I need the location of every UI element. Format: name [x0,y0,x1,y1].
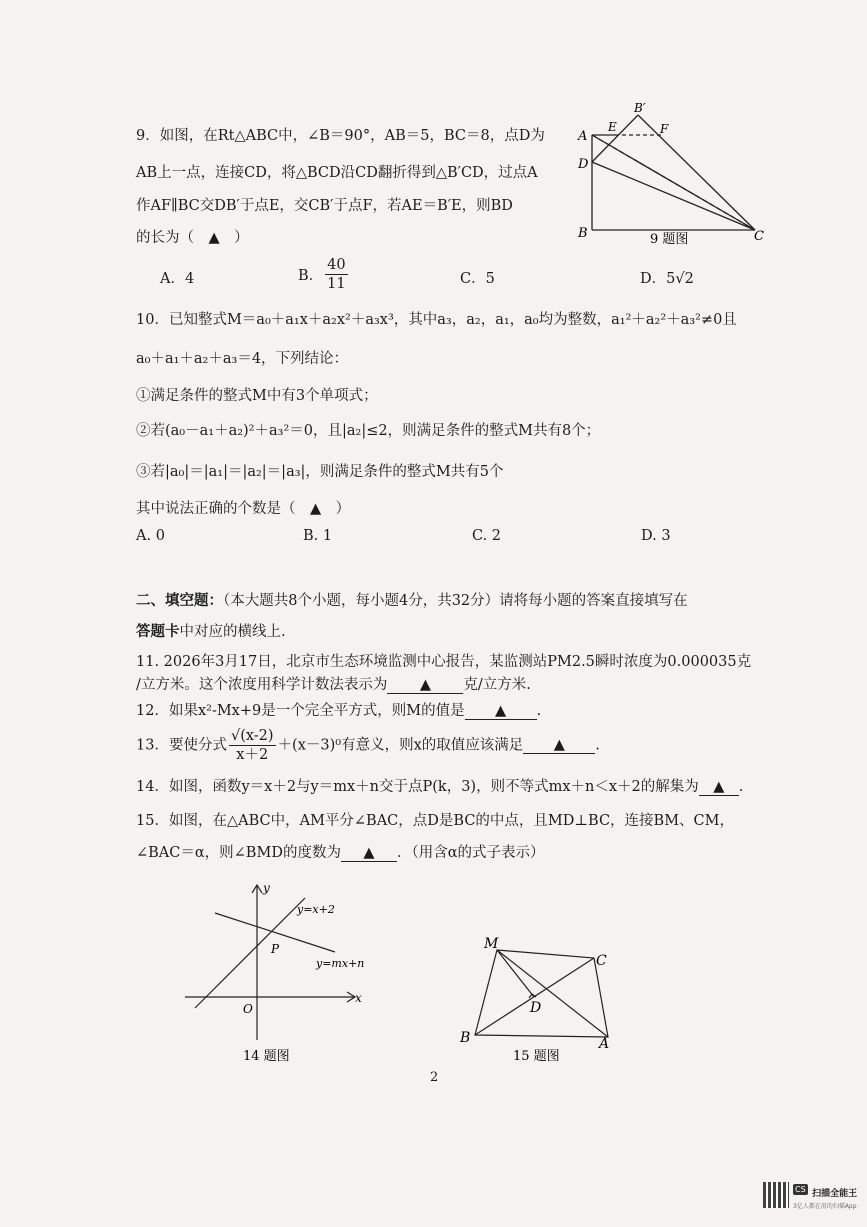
q13-denominator: x＋2 [236,747,269,763]
q10-option-a: A. 0 [136,528,165,544]
q9-line-1: 9．如图，在Rt△ABC中，∠B＝90°，AB＝5，BC＝8，点D为 [136,128,545,144]
fig15-label-b: B [460,1030,471,1046]
figure-14 [185,880,375,1070]
section-2-header [136,591,688,611]
section-2-header-line-2 [136,622,286,642]
q11-line-2 [136,675,531,695]
qr-code-icon [763,1182,789,1208]
q15-note: ．（用含α的式子表示） [396,845,545,861]
figure-15 [455,930,625,1070]
fig14-line-y-x-plus-2 [195,898,305,1008]
q9-option-b-denominator: 11 [327,276,346,292]
fig15-label-a: A [599,1036,610,1052]
q13-text-2: ＋(x－3)⁰有意义，则x的取值应该满足 [277,737,524,754]
q15-answer-blank: ▲ [341,845,397,862]
fig15-segment-ma [497,950,608,1037]
fig14-label-line-2: y=mx+n [316,957,365,970]
fig14-caption: 14 题图 [243,1049,290,1064]
q9-option-b [298,256,350,293]
q9-option-b-numerator: 40 [327,257,346,273]
q12-text: 12．如果x²-Mx+9是一个完全平方式，则M的值是 [136,703,465,719]
fig15-segment-md [497,950,534,997]
q10-option-d: D. 3 [641,528,671,544]
q15-text: ∠BAC＝α，则∠BMD的度数为 [136,845,341,861]
fig15-label-m: M [484,936,499,952]
q9-option-b-fraction [325,256,347,293]
fig14-label-o: O [243,1002,253,1016]
q9-option-a: A．4 [160,271,195,287]
section-2-description-2: 中对应的横线上. [179,624,286,640]
scanner-logo: CS [795,1185,806,1194]
q14 [136,777,743,797]
q13-text: 13．要使分式 [136,737,227,754]
q14-end: . [738,779,744,795]
fig15-caption: 15 题图 [513,1049,560,1064]
q10-ask: 其中说法正确的个数是（ ▲ ） [136,501,351,517]
q14-answer-blank: ▲ [699,779,739,796]
fig9-label-b-prime: B′ [634,101,646,115]
q13 [136,727,600,764]
q10-line-1: 10．已知整式M＝a₀＋a₁x＋a₂x²＋a₃x³，其中a₃，a₂，a₁，a₀均为整数，a₁²＋a₂²＋a₃²≠0且 [136,312,737,328]
q13-answer-blank: ▲ [523,737,595,754]
fig14-label-line-1: y=x+2 [297,903,335,916]
q14-text: 14．如图，函数y＝x＋2与y＝mx＋n交于点P(k，3)，则不等式mx＋n＜x＋2的解集为 [136,779,699,795]
q9-option-b-label: B． [298,268,324,284]
fig14-label-x: x [355,991,362,1005]
figure-9 [570,100,770,250]
fig15-quadrilateral [475,950,608,1037]
q11-answer-blank: ▲ [387,677,463,694]
q13-numerator: √(x-2) [230,728,274,744]
q9-line-2: AB上一点，连接CD，将△BCD沿CD翻折得到△B′CD，过点A [136,165,538,181]
fig9-caption: 9 题图 [650,232,689,247]
q10-statement-2: ②若(a₀－a₁＋a₂)²＋a₃²＝0，且|a₂|≤2，则满足条件的整式M共有8个； [136,423,601,439]
fig15-label-d: D [530,1000,542,1016]
q9-line-3: 作AF∥BC交DB′于点E，交CB′于点F，若AE＝B′E，则BD [136,198,513,214]
q9-option-c: C．5 [460,271,495,287]
fig9-label-f: F [660,122,669,136]
fig9-label-b: B [578,226,588,241]
q11-text: /立方米。这个浓度用科学计数法表示为 [136,677,388,693]
q13-fraction [229,727,276,764]
q15-line-2 [136,843,545,863]
q12-answer-blank: ▲ [465,703,537,720]
section-2-description: （本大题共8个小题，每小题4分，共32分）请将每小题的答案直接填写在 [223,593,688,609]
fig9-label-d: D [578,157,589,172]
fig14-label-p: P [271,942,280,956]
section-2-answer-card: 答题卡 [136,623,180,640]
q10-option-b: B. 1 [303,528,333,544]
q13-end: . [595,737,600,754]
q10-statement-3: ③若|a₀|＝|a₁|＝|a₂|＝|a₃|，则满足条件的整式M共有5个 [136,464,504,480]
q12 [136,701,541,721]
scanner-watermark [793,1184,859,1208]
q12-end: . [536,703,542,719]
q11-line-1: 11. 2026年3月17日，北京市生态环境监测中心报告，某监测站PM2.5瞬时浓度为0.000035克 [136,654,752,670]
fig9-segment-dc [592,162,755,230]
q10-statement-1: ①满足条件的整式M中有3个单项式； [136,388,378,404]
fig14-label-y: y [263,881,270,895]
fig9-label-e: E [608,120,617,134]
fig9-label-a: A [578,129,588,144]
q9-option-d: D．5√2 [640,271,694,287]
q11-unit: 克/立方米. [463,677,531,693]
scanner-tagline: 3亿人都在用的扫描App [793,1203,857,1210]
fig15-label-c: C [596,953,607,969]
scanner-name: 扫描全能王 [812,1189,858,1199]
fig9-label-c: C [754,229,764,244]
q10-line-2: a₀＋a₁＋a₂＋a₃＝4，下列结论： [136,351,349,367]
q9-line-4: 的长为（ ▲ ） [136,230,249,246]
section-2-title: 二、填空题： [136,592,223,609]
q15-line-1: 15．如图，在△ABC中，AM平分∠BAC，点D是BC的中点，且MD⊥BC，连接BM、CM， [136,813,734,829]
q10-option-c: C. 2 [472,528,502,544]
page-number: 2 [430,1070,439,1085]
